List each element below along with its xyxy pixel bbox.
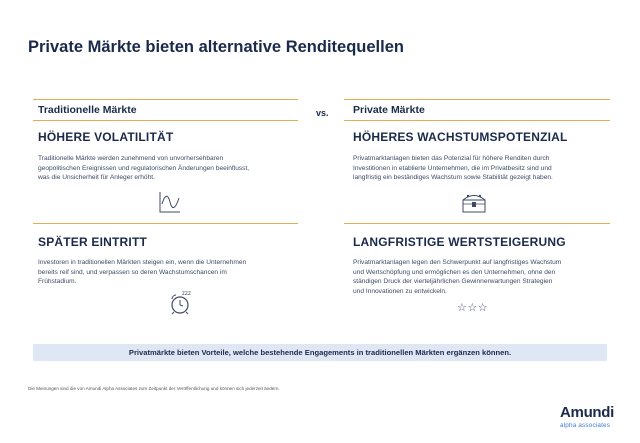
divider-right-top-lower xyxy=(344,120,610,121)
logo-wordmark: Amundi xyxy=(560,404,615,421)
divider-right-middle xyxy=(344,223,610,224)
logo-subtitle: alpha associates xyxy=(560,422,611,429)
heading-volatility: HÖHERE VOLATILITÄT xyxy=(38,130,174,144)
vs-label: vs. xyxy=(316,108,329,118)
three-stars-icon: ☆☆☆ xyxy=(457,301,489,314)
svg-text:zzz: zzz xyxy=(182,291,191,297)
treasure-chest-icon xyxy=(459,191,489,215)
alarm-clock-icon xyxy=(167,288,195,316)
column-label-traditional: Traditionelle Märkte xyxy=(38,104,137,116)
divider-right-top-upper xyxy=(344,99,610,100)
heading-late-entry: SPÄTER EINTRITT xyxy=(38,235,148,249)
summary-banner: Privatmärkte bieten Vorteile, welche bestehende Engagements in traditionellen Märkten ergänzen können. xyxy=(33,344,607,361)
heading-long-term-value: LANGFRISTIGE WERTSTEIGERUNG xyxy=(353,235,566,249)
text-late-entry: Investoren in traditionellen Märkten steigen ein, wenn die Unternehmen bereits reif sind, und verpassen so deren Wachstumschancen im Frühstadium. xyxy=(38,259,247,285)
divider-left-middle xyxy=(33,223,298,224)
divider-left-top-upper xyxy=(33,99,298,100)
page-title: Private Märkte bieten alternative Renditequellen xyxy=(28,38,404,56)
text-volatility: Traditionelle Märkte werden zunehmend von unvorhersehbaren geopolitischen Ereignissen und regulatorischen Änderungen beeinflusst, was die Unsicherheit für Anleger erhöht. xyxy=(38,155,250,181)
disclaimer-text: Die Meinungen sind die von Amundi Alpha Associates zum Zeitpunkt der Veröffentlichung und können sich jederzeit ändern. xyxy=(28,386,280,391)
text-growth-potential: Privatmarktanlagen bieten das Potenzial für höhere Renditen durch Investitionen in etablierte Unternehmen, die im Privatbesitz sind und langfristig ein beständiges Wachstum sowie Stabilität gezeigt haben. xyxy=(353,155,553,181)
divider-left-top-lower xyxy=(33,120,298,121)
amundi-logo xyxy=(560,404,630,434)
column-label-private: Private Märkte xyxy=(353,104,425,116)
heading-growth-potential: HÖHERES WACHSTUMSPOTENZIAL xyxy=(353,130,568,144)
volatility-chart-icon xyxy=(158,190,182,214)
text-long-term-value: Privatmarktanlagen legen den Schwerpunkt auf langfristiges Wachstum und Wertschöpfung und ermöglichen es den Unternehmen, ohne den ständigen Druck der vierteljährlichen Gewinnerwartungen Strategien und Innovationen zu entwickeln. xyxy=(353,259,562,295)
